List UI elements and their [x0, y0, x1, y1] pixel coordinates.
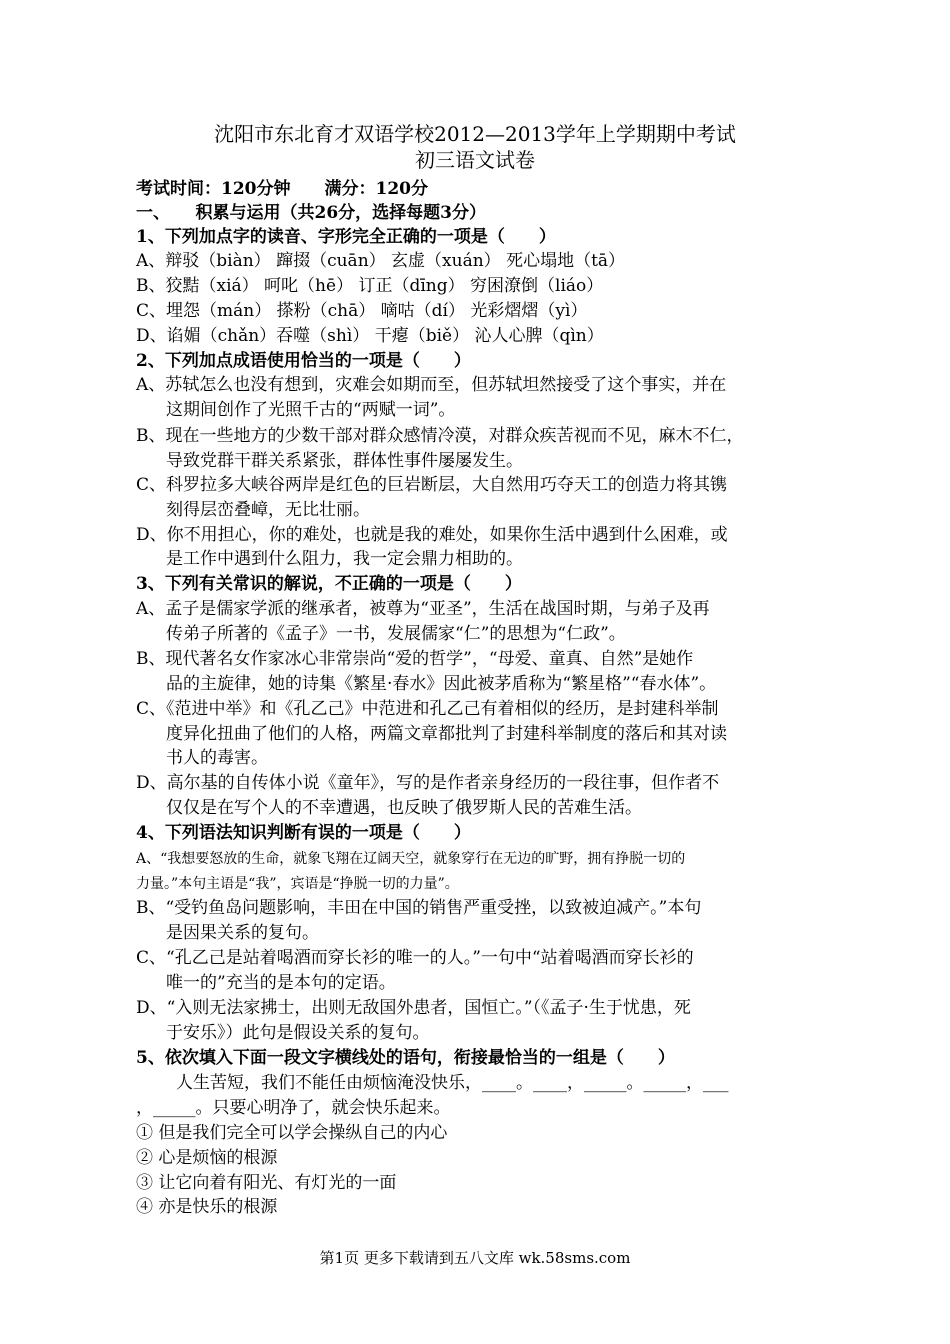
question-3-option-b-cont: 品的主旋律，她的诗集《繁星·春水》因此被茅盾称为“繁星格”“春水体”。	[166, 674, 717, 694]
question-2-option-c-cont: 刻得层峦叠嶂，无比壮丽。	[166, 500, 370, 520]
question-4-option-d: D、“入则无法家拂士，出则无敌国外患者，国恒亡。”（《孟子·生于忧患，死	[136, 998, 691, 1018]
exam-title: 沈阳市东北育才双语学校2012—2013学年上学期期中考试	[214, 122, 736, 146]
question-4-option-a: A、“我想要怒放的生命，就象飞翔在辽阔天空，就象穿行在无边的旷野，拥有挣脱一切的	[136, 851, 686, 867]
question-5-stem: 5、依次填入下面一段文字横线处的语句，衔接最恰当的一组是（ ）	[136, 1048, 675, 1068]
question-2-option-d-cont: 是工作中遇到什么阻力，我一定会鼎力相助的。	[166, 549, 523, 569]
question-5-option-3: ③ 让它向着有阳光、有灯光的一面	[136, 1173, 397, 1193]
question-2-stem: 2、下列加点成语使用恰当的一项是（ ）	[136, 351, 471, 371]
question-2-option-d: D、你不用担心，你的难处，也就是我的难处，如果你生活中遇到什么困难，或	[136, 525, 728, 545]
question-4-option-a-cont: 力量。”本句主语是“我”，宾语是“挣脱一切的力量”。	[136, 876, 459, 892]
question-5-option-2: ② 心是烦恼的根源	[136, 1148, 278, 1168]
question-3-option-c-cont: 度异化扭曲了他们的人格，两篇文章都批判了封建科举制度的落后和其对读	[166, 724, 727, 744]
question-4-stem: 4、下列语法知识判断有误的一项是（ ）	[136, 823, 471, 843]
question-4-option-c: C、“孔乙己是站着喝酒而穿长衫的唯一的人。”一句中“站着喝酒而穿长衫的	[136, 948, 694, 968]
question-3-option-b: B、现代著名女作家冰心非常崇尚“爱的哲学”，“母爱、童真、自然”是她作	[136, 649, 694, 669]
question-1-stem: 1、下列加点字的读音、字形完全正确的一项是（ ）	[136, 227, 556, 247]
question-1-option-c: C、埋怨（mán） 搽粉（chā） 嘀咕（dí） 光彩熠熠（yì）	[136, 301, 588, 321]
question-3-option-a: A、孟子是儒家学派的继承者，被尊为“亚圣”，生活在战国时期，与弟子及再	[136, 599, 710, 619]
question-2-option-b-cont: 导致党群干群关系紧张，群体性事件屡屡发生。	[166, 451, 523, 471]
question-1-option-b: B、狡黠（xiá） 呵叱（hē） 订正（dīng） 穷困潦倒（liáo）	[136, 276, 604, 296]
question-2-option-a: A、苏轼怎么也没有想到，灾难会如期而至，但苏轼坦然接受了这个事实，并在	[136, 375, 727, 395]
question-3-option-a-cont: 传弟子所著的《孟子》一书，发展儒家“仁”的思想为“仁政”。	[166, 624, 626, 644]
question-4-option-b: B、“受钓鱼岛问题影响，丰田在中国的销售严重受挫，以致被迫减产。”本句	[136, 898, 702, 918]
question-5-passage: 人生苦短，我们不能任由烦恼淹没快乐，____。____，_____。_____，___	[176, 1073, 729, 1093]
page-footer: 第1页 更多下载请到五八文库 wk.58sms.com	[319, 1249, 631, 1267]
question-1-option-a: A、辩驳（biàn） 蹿掇（cuān） 玄虚（xuán） 死心塌地（tā）	[136, 251, 626, 271]
exam-info: 考试时间：120分钟 满分：120分	[136, 179, 428, 199]
question-2-option-b: B、现在一些地方的少数干部对群众感情冷漠，对群众疾苦视而不见，麻木不仁，	[136, 426, 744, 446]
question-1-option-d: D、谄媚（chǎn）吞噬（shì） 干瘪（biě） 沁人心脾（qìn）	[136, 326, 604, 346]
question-4-option-c-cont: 唯一的”充当的是本句的定语。	[166, 973, 396, 993]
question-5-option-4: ④ 亦是快乐的根源	[136, 1197, 278, 1217]
section-heading: 一、 积累与运用（共26分，选择每题3分）	[136, 203, 486, 223]
question-5-option-1: ① 但是我们完全可以学会操纵自己的内心	[136, 1123, 448, 1143]
question-2-option-a-cont: 这期间创作了光照千古的“两赋一词”。	[166, 400, 456, 420]
question-3-option-c: C、《范进中举》和《孔乙己》中范进和孔乙己有着相似的经历，是封建科举制	[136, 699, 719, 719]
question-5-passage-cont: ，_____。只要心明净了，就会快乐起来。	[136, 1098, 451, 1118]
question-3-option-d-cont: 仅仅是在写个人的不幸遭遇，也反映了俄罗斯人民的苦难生活。	[166, 798, 642, 818]
question-3-option-c-cont2: 书人的毒害。	[166, 748, 268, 768]
exam-subtitle: 初三语文试卷	[415, 148, 535, 172]
question-4-option-b-cont: 是因果关系的复句。	[166, 923, 319, 943]
question-3-stem: 3、下列有关常识的解说，不正确的一项是（ ）	[136, 574, 522, 594]
question-2-option-c: C、科罗拉多大峡谷两岸是红色的巨岩断层，大自然用巧夺天工的创造力将其镌	[136, 475, 728, 495]
question-4-option-d-cont: 于安乐》）此句是假设关系的复句。	[166, 1023, 430, 1043]
question-3-option-d: D、高尔基的自传体小说《童年》，写的是作者亲身经历的一段往事，但作者不	[136, 773, 720, 793]
